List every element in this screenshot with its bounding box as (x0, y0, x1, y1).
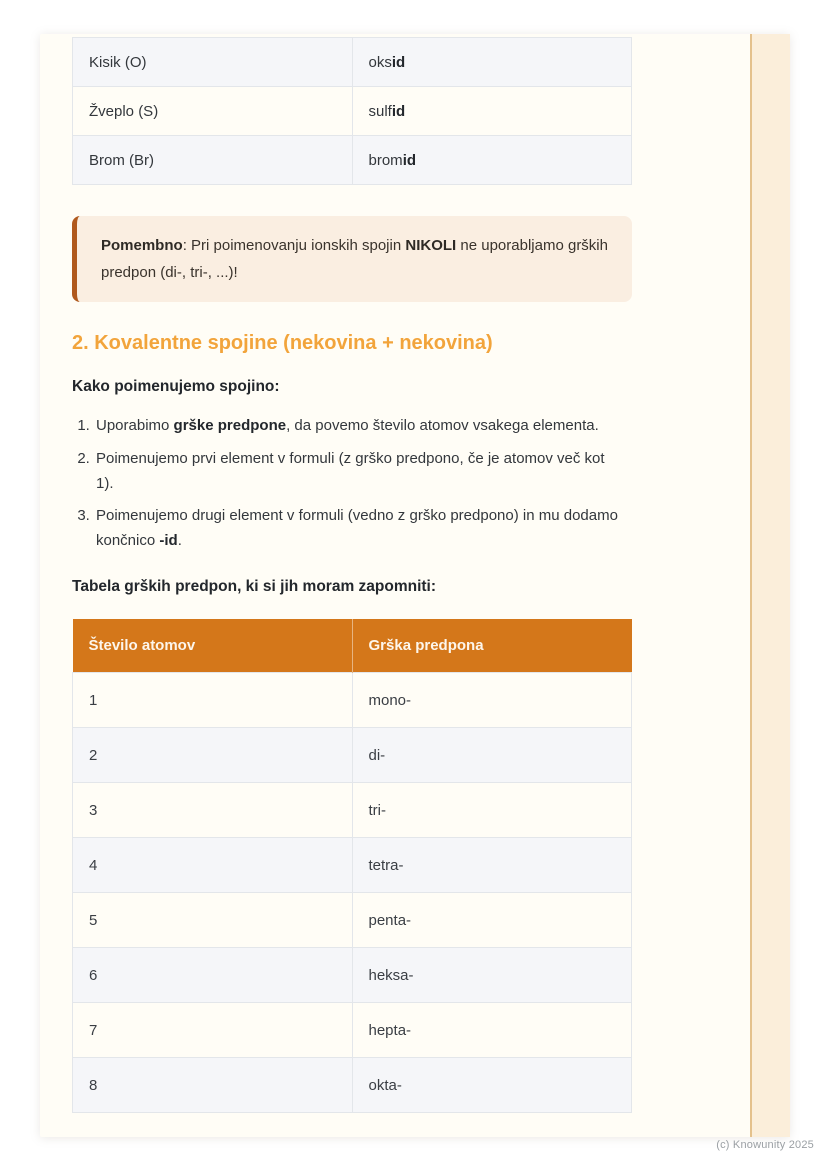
step-text: . (177, 532, 182, 549)
suffix-cell (352, 38, 632, 87)
table-row (73, 728, 632, 783)
list-item (94, 447, 620, 497)
greek-prefix-cell: hepta- (352, 1003, 632, 1058)
greek-prefix-cell: tetra- (352, 838, 632, 893)
greek-prefix-cell: di- (352, 728, 632, 783)
table-row (73, 673, 632, 728)
element-cell: Brom (Br) (73, 136, 353, 185)
element-suffix-table-body (73, 38, 632, 185)
suffix-cell (352, 87, 632, 136)
step-text: Poimenujemo drugi element v formuli (vedno z grško predpono) in mu dodamo končnico (96, 507, 618, 549)
list-item (94, 504, 620, 554)
callout-keyword: Pomembno (101, 237, 183, 254)
suffix-bold-text: id (402, 151, 417, 169)
greek-prefix-cell: mono- (352, 673, 632, 728)
atom-count-cell: 6 (73, 948, 353, 1003)
callout-text-1: : Pri poimenovanju ionskih spojin (182, 237, 406, 254)
element-cell: Žveplo (S) (73, 87, 353, 136)
atom-count-cell: 5 (73, 893, 353, 948)
watermark: (c) Knowunity 2025 (716, 1139, 814, 1151)
table-row (73, 838, 632, 893)
suffix-normal-text: brom (368, 151, 403, 169)
table-row (73, 38, 632, 87)
suffix-normal-text: sulf (368, 102, 392, 120)
greek-prefix-cell: tri- (352, 783, 632, 838)
atom-count-cell: 7 (73, 1003, 353, 1058)
subheading: Kako poimenujemo spojino: (72, 378, 280, 395)
atom-count-cell: 1 (73, 673, 353, 728)
table-row (73, 1058, 632, 1113)
atom-count-cell: 3 (73, 783, 353, 838)
table-row (73, 948, 632, 1003)
suffix-bold-text: id (391, 102, 406, 120)
prefix-table-header (73, 619, 632, 673)
greek-prefix-table (72, 619, 632, 1114)
step-bold-text: grške predpone (173, 417, 287, 434)
table-row (73, 87, 632, 136)
table-row (73, 1003, 632, 1058)
suffix-bold-text: id (391, 53, 406, 71)
prefix-table-label: Tabela grških predpon, ki si jih moram zapomniti: (72, 577, 437, 595)
header-cell-atom-count: Število atomov (73, 619, 353, 673)
greek-prefix-cell: okta- (352, 1058, 632, 1113)
callout-emphasis: NIKOLI (405, 237, 457, 254)
step-text: Poimenujemo prvi element v formuli (z grško predpono, če je atomov več kot 1). (96, 449, 605, 492)
naming-steps-list (72, 414, 620, 554)
step-text: , da povemo število atomov vsakega elementa. (286, 417, 599, 434)
header-row (73, 619, 632, 673)
atom-count-cell: 2 (73, 728, 353, 783)
page-content (40, 37, 790, 1113)
greek-prefix-cell: heksa- (352, 948, 632, 1003)
suffix-normal-text: oks (368, 53, 392, 71)
atom-count-cell: 4 (73, 838, 353, 893)
table-row (73, 893, 632, 948)
atom-count-cell: 8 (73, 1058, 353, 1113)
table-row (73, 783, 632, 838)
table-row (73, 136, 632, 185)
step-bold-text: -id (159, 532, 178, 549)
header-cell-greek-prefix: Grška predpona (352, 619, 632, 673)
section-heading: 2. Kovalentne spojine (nekovina + nekovina) (72, 332, 493, 354)
list-item (94, 414, 620, 439)
important-callout (72, 216, 632, 302)
element-suffix-table (72, 37, 632, 185)
suffix-cell (352, 136, 632, 185)
document-page (40, 34, 790, 1137)
greek-prefix-cell: penta- (352, 893, 632, 948)
step-text: Uporabimo (96, 417, 174, 434)
prefix-table-body (73, 673, 632, 1113)
element-cell: Kisik (O) (73, 38, 353, 87)
callout-text-2: ne uporabljamo grških predpon (di-, tri-, ...)! (101, 237, 608, 281)
